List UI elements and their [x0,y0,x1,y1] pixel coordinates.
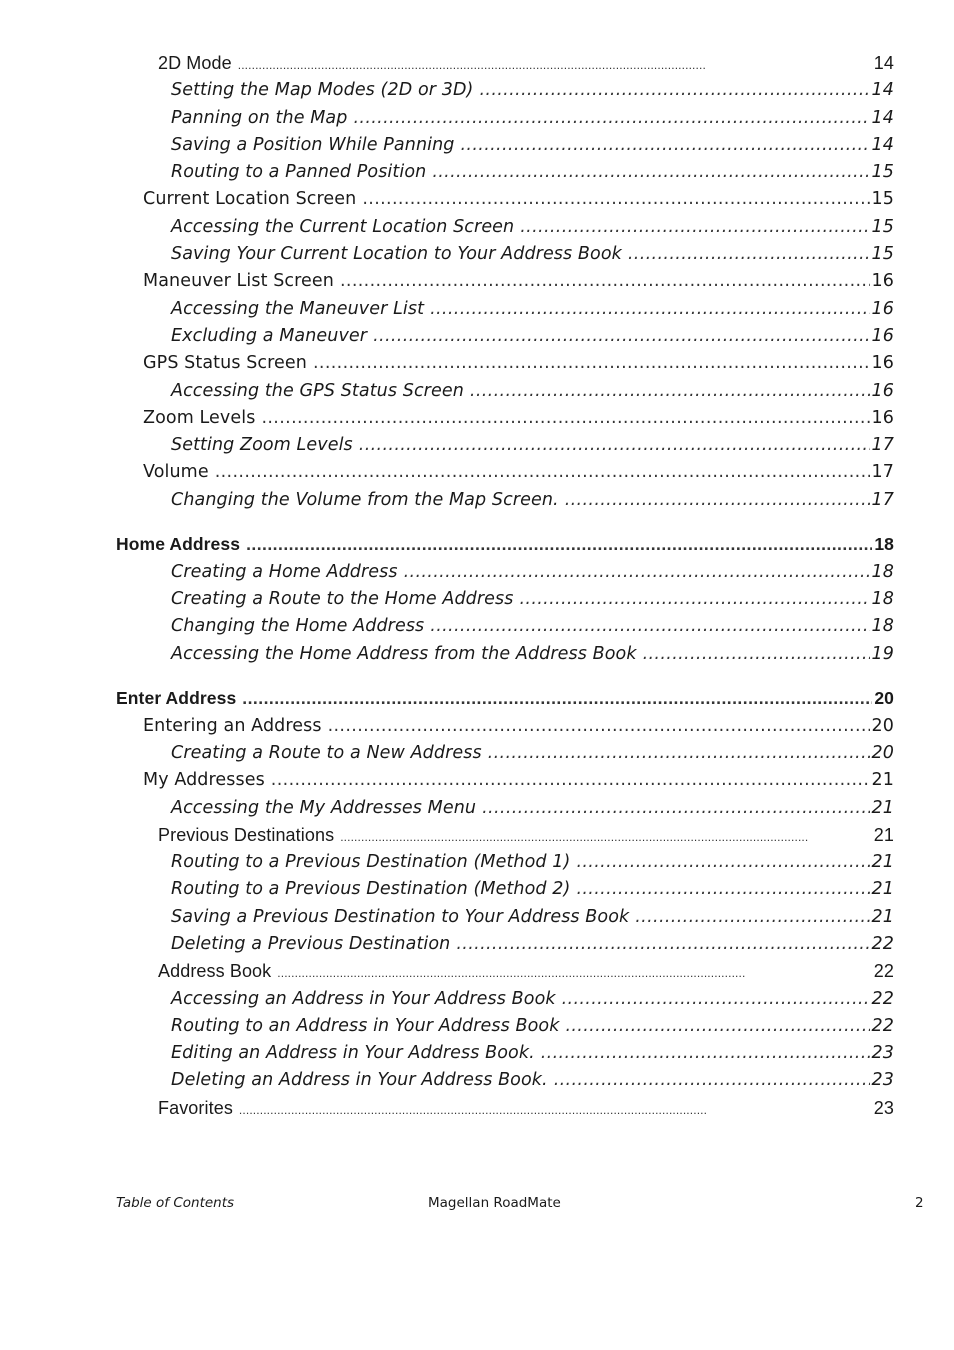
toc-entry-title: Deleting an Address in Your Address Book. [171,1070,548,1091]
toc-entry-title: Accessing the Current Location Screen [171,216,515,237]
toc-page-number: 17 [871,462,894,483]
toc-page-number: 22 [873,961,894,982]
toc-dot-leader [519,586,869,613]
toc-dot-leader [430,613,869,640]
toc-page-number: 21 [871,906,894,927]
toc-dot-leader [215,459,870,486]
toc-page-number: 23 [871,1043,894,1064]
toc-dot-leader [432,159,869,186]
toc-entry[interactable] [171,986,894,1013]
toc-dot-leader [576,876,869,903]
toc-page-number: 16 [871,271,894,292]
toc-page-number: 20 [871,742,894,763]
toc-dot-leader [238,52,872,79]
toc-page-number: 18 [871,616,894,637]
toc-dot-leader [404,559,870,586]
toc-entry[interactable] [171,795,894,822]
toc-entry[interactable] [158,50,894,77]
toc-page-number: 20 [871,715,894,736]
toc-page-number: 22 [871,1015,894,1036]
toc-page-number: 16 [871,407,894,428]
toc-entry[interactable] [171,132,894,159]
toc-page-number: 22 [871,988,894,1009]
toc-section-gap [0,668,954,685]
toc-entry[interactable] [158,822,894,849]
toc-entry[interactable] [171,1013,894,1040]
toc-dot-leader [565,1013,869,1040]
toc-entry[interactable] [171,613,894,640]
toc-dot-leader [359,432,870,459]
toc-page-number: 17 [871,435,894,456]
toc-entry-title: GPS Status Screen [143,353,307,374]
toc-entry-title: Creating a Home Address [171,561,398,582]
toc-entry-title: Current Location Screen [143,189,357,210]
toc-entry[interactable] [158,1095,894,1122]
toc-dot-leader [246,531,872,558]
toc-entry-title: Creating a Route to the Home Address [171,589,514,610]
toc-entry[interactable] [143,268,894,295]
toc-entry[interactable] [143,405,894,432]
toc-entry-title: Editing an Address in Your Address Book. [171,1043,535,1064]
footer-product-name: Magellan RoadMate [428,1195,561,1211]
toc-entry[interactable] [171,105,894,132]
toc-entry-title: Excluding a Maneuver [171,325,368,346]
toc-entry-title: Panning on the Map [171,107,348,128]
toc-entry-title: Home Address [116,534,241,555]
toc-entry[interactable] [171,904,894,931]
toc-entry[interactable] [171,77,894,104]
toc-entry[interactable] [171,432,894,459]
toc-dot-leader [562,986,870,1013]
toc-dot-leader [628,241,870,268]
toc-page-number: 16 [871,298,894,319]
toc-dot-leader [340,268,870,295]
toc-entry-title: Routing to a Previous Destination (Method 2) [171,879,571,900]
toc-entry-title: Changing the Home Address [171,616,425,637]
toc-page-number: 18 [871,589,894,610]
toc-page-number: 21 [871,770,894,791]
toc-page-number: 15 [871,189,894,210]
toc-dot-leader [271,767,870,794]
toc-entry-title: Accessing the My Addresses Menu [171,797,477,818]
toc-entry-title: Previous Destinations [158,824,335,845]
toc-entry-title: Saving a Position While Panning [171,134,455,155]
toc-entry[interactable] [171,323,894,350]
toc-dot-leader [328,713,870,740]
toc-dot-leader [554,1067,870,1094]
toc-page-number: 18 [874,534,894,555]
footer-section-title: Table of Contents [116,1195,235,1211]
toc-entry-title: Deleting a Previous Destination [171,933,451,954]
toc-page-number: 15 [871,162,894,183]
toc-page-number: 21 [871,852,894,873]
toc-page-number: 14 [871,107,894,128]
toc-page-number: 16 [871,380,894,401]
toc-page-number: 15 [871,216,894,237]
toc-page-number: 16 [871,325,894,346]
toc-entry-title: Favorites [158,1097,233,1118]
toc-dot-leader [520,214,869,241]
toc-entry[interactable] [171,487,894,514]
toc-page-number: 16 [871,353,894,374]
toc-entry[interactable] [171,241,894,268]
toc-entry-title: Accessing an Address in Your Address Book [171,988,556,1009]
toc-dot-leader [461,132,870,159]
toc-entry[interactable] [171,159,894,186]
toc-entry-title: Setting the Map Modes (2D or 3D) [171,80,474,101]
toc-dot-leader [261,405,869,432]
toc-entry[interactable] [143,350,894,377]
toc-entry-title: My Addresses [143,770,265,791]
toc-entry-title: Accessing the GPS Status Screen [171,380,464,401]
toc-entry-title: Creating a Route to a New Address [171,742,482,763]
toc-page-number: 19 [871,643,894,664]
toc-page-number: 18 [871,561,894,582]
toc-dot-leader [479,77,869,104]
toc-dot-leader [362,186,869,213]
toc-section-gap [0,514,954,531]
toc-entry-title: Zoom Levels [143,407,256,428]
toc-entry-title: Routing to a Panned Position [171,162,427,183]
toc-dot-leader [277,960,872,987]
toc-page-number: 23 [873,1097,894,1118]
toc-entry[interactable] [143,767,894,794]
toc-entry-title: Setting Zoom Levels [171,435,353,456]
toc-page-number: 21 [871,797,894,818]
toc-entry-title: Saving Your Current Location to Your Address Book [171,244,622,265]
toc-entry-title: Address Book [158,961,272,982]
toc-page-number: 15 [871,244,894,265]
toc-entry[interactable] [171,559,894,586]
toc-entry[interactable] [171,1067,894,1094]
toc-dot-leader [340,824,872,851]
toc-dot-leader [470,378,870,405]
toc-entry-title: 2D Mode [158,53,232,73]
toc-entry[interactable] [143,186,894,213]
toc-page-number: 21 [871,879,894,900]
toc-entry-title: Saving a Previous Destination to Your Address Book [171,906,630,927]
toc-page-number: 23 [871,1070,894,1091]
toc-entry[interactable] [171,740,894,767]
table-of-contents [0,50,954,1122]
toc-page-number: 22 [871,933,894,954]
toc-entry-title: Maneuver List Screen [143,271,334,292]
toc-entry[interactable] [171,1040,894,1067]
toc-dot-leader [239,1097,872,1124]
toc-dot-leader [456,931,869,958]
toc-dot-leader [565,487,870,514]
toc-entry-title: Accessing the Maneuver List [171,298,425,319]
toc-page-number: 21 [873,824,894,845]
toc-dot-leader [313,350,870,377]
toc-dot-leader [541,1040,870,1067]
toc-dot-leader [430,296,869,323]
toc-chapter-entry[interactable] [116,531,894,558]
footer-page-number: 2 [915,1195,924,1211]
toc-dot-leader [353,105,869,132]
toc-entry[interactable] [171,849,894,876]
toc-entry-title: Routing to a Previous Destination (Method 1) [171,852,571,873]
toc-entry[interactable] [158,958,894,985]
toc-page-number: 14 [871,134,894,155]
toc-page-number: 20 [874,688,894,709]
toc-entry[interactable] [171,214,894,241]
page-footer [0,1195,954,1215]
toc-entry[interactable] [143,713,894,740]
toc-entry-title: Accessing the Home Address from the Address Book [171,643,637,664]
toc-page-number: 14 [873,53,894,73]
toc-dot-leader [643,641,870,668]
toc-entry-title: Volume [143,462,209,483]
toc-entry-title: Routing to an Address in Your Address Book [171,1015,560,1036]
toc-entry[interactable] [171,296,894,323]
toc-dot-leader [373,323,869,350]
toc-dot-leader [488,740,870,767]
toc-dot-leader [576,849,869,876]
toc-entry[interactable] [171,931,894,958]
toc-dot-leader [635,904,869,931]
toc-entry[interactable] [171,586,894,613]
toc-entry-title: Entering an Address [143,715,322,736]
toc-entry[interactable] [143,459,894,486]
toc-entry-title: Changing the Volume from the Map Screen. [171,489,559,510]
toc-entry[interactable] [171,641,894,668]
toc-entry-title: Enter Address [116,688,237,709]
toc-page-number: 14 [871,80,894,101]
toc-chapter-entry[interactable] [116,685,894,712]
toc-entry[interactable] [171,876,894,903]
toc-dot-leader [482,795,869,822]
toc-page-number: 17 [871,489,894,510]
toc-dot-leader [242,685,872,712]
toc-entry[interactable] [171,378,894,405]
